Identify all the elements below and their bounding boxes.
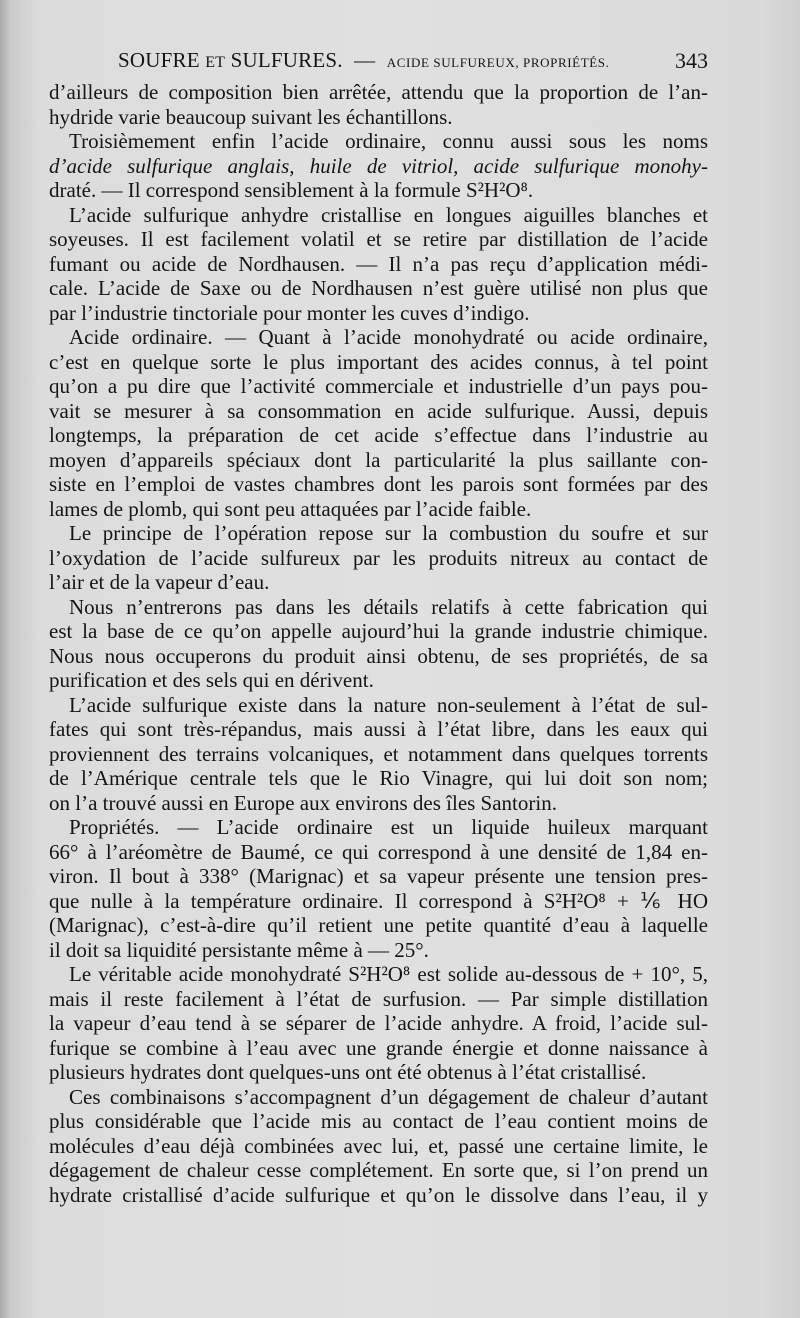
text-line: siste en l’emploi de vastes chambres dont les parois sont formées par des <box>49 472 708 496</box>
text-line: moyen d’appareils spéciaux dont la particularité la plus saillante con- <box>49 447 708 472</box>
paragraph <box>49 521 708 595</box>
text-line: la vapeur d’eau tend à se séparer de l’acide anhydre. A froid, l’acide sul- <box>49 1011 708 1035</box>
text-line: Propriétés. — L’acide ordinaire est un liquide huileux marquant <box>69 815 708 839</box>
text-line: fates qui sont très-répandus, mais aussi à l’état libre, dans les eaux qui <box>49 717 708 741</box>
text-line: il doit sa liquidité persistante même à — 25°. <box>49 937 429 962</box>
text-line: (Marignac), c’est-à-dire qu’il retient une petite quantité d’eau à laquelle <box>49 913 708 937</box>
text-line: lames de plomb, qui sont peu attaquées par l’acide faible. <box>49 496 532 521</box>
text-line: Ces combinaisons s’accompagnent d’un dégagement de chaleur d’autant <box>69 1084 708 1109</box>
header-dash: — <box>354 48 376 72</box>
text-line: hydrate cristallisé d’acide sulfurique et qu’on le dissolve dans l’eau, il y <box>49 1182 708 1207</box>
text-line: par l’industrie tinctoriale pour monter les cuves d’indigo. <box>49 300 530 325</box>
text-line: Nous n’entrerons pas dans les détails relatifs à cette fabrication qui <box>69 594 708 619</box>
text-line: purification et des sels qui en dérivent. <box>49 668 374 692</box>
body-text <box>49 80 708 1207</box>
header-subject: ACIDE SULFUREUX, PROPRIÉTÉS. <box>386 55 610 70</box>
paragraph <box>49 203 708 326</box>
text-line: soyeuses. Il est facilement volatil et se retire par distillation de l’acide <box>49 227 708 251</box>
text-line: mais il reste facilement à l’état de surfusion. — Par simple distillation <box>49 986 708 1011</box>
paragraph <box>49 1085 708 1208</box>
paragraph <box>49 325 708 521</box>
paragraph <box>49 815 708 962</box>
text-line: est la base de ce qu’on appelle aujourd’hui la grande industrie chimique. <box>49 619 708 643</box>
text-line: L’acide sulfurique existe dans la nature non-seulement à l’état de sul- <box>69 692 708 717</box>
paragraph <box>49 693 708 816</box>
text-line: plus considérable que l’acide mis au contact de l’eau contient moins de <box>49 1109 708 1133</box>
text-line: cale. L’acide de Saxe ou de Nordhausen n’est guère utilisé non plus que <box>49 276 708 300</box>
text-line: Troisièmement enfin l’acide ordinaire, connu aussi sous les noms <box>69 129 708 153</box>
text-line: L’acide sulfurique anhydre cristallise en longues aiguilles blanches et <box>69 202 708 227</box>
text-line: plusieurs hydrates dont quelques-uns ont été obtenus à l’état cristallisé. <box>49 1060 647 1084</box>
text-line: qu’on a pu dire que l’activité commerciale et industrielle d’un pays pou- <box>49 374 708 398</box>
text-line: Le véritable acide monohydraté S²H²O⁸ est solide au-dessous de + 10°, 5, <box>69 962 708 986</box>
text-line: 66° à l’aréomètre de Baumé, ce qui correspond à une densité de 1,84 en- <box>49 839 708 864</box>
text-line: que nulle à la température ordinaire. Il correspond à S²H²O⁸ + ⅙ HO <box>49 888 708 913</box>
text-line: vait se mesurer à sa consommation en acide sulfurique. Aussi, depuis <box>49 398 708 423</box>
header-sulfures: SULFURES. <box>230 48 343 72</box>
text-line: de l’Amérique centrale tels que le Rio Vinagre, qui lui doit son nom; <box>49 766 708 790</box>
page-number: 343 <box>675 48 708 73</box>
text-line: viron. Il bout à 338° (Marignac) et sa vapeur présente une tension pres- <box>49 864 708 888</box>
running-header <box>48 48 708 76</box>
paragraph <box>49 129 708 203</box>
text-line: proviennent des terrains volcaniques, et notamment dans quelques torrents <box>49 741 708 766</box>
text-line: draté. — Il correspond sensiblement à la formule S²H²O⁸. <box>49 178 534 202</box>
text-line: on l’a trouvé aussi en Europe aux environs des îles Santorin. <box>49 790 557 815</box>
text-line: dégagement de chaleur cesse complétement. En sorte que, si l’on prend un <box>49 1158 708 1182</box>
paragraph <box>49 962 708 1085</box>
paragraph <box>49 80 708 129</box>
text-line: l’air et de la vapeur d’eau. <box>49 570 270 594</box>
text-line: Le principe de l’opération repose sur la combustion du soufre et sur <box>69 521 708 545</box>
text-line: molécules d’eau déjà combinées avec lui, et, passé une certaine limite, le <box>49 1133 708 1158</box>
text-line: l’oxydation de l’acide sulfureux par les produits nitreux au contact de <box>49 545 708 570</box>
running-title <box>118 48 609 73</box>
paragraph <box>49 595 708 693</box>
text-line: longtemps, la préparation de cet acide s’effectue dans l’industrie au <box>49 423 708 447</box>
text-line: Acide ordinaire. — Quant à l’acide monohydraté ou acide ordinaire, <box>69 325 708 349</box>
text-line: d’acide sulfurique anglais, huile de vitriol, acide sulfurique monohy- <box>49 153 708 178</box>
text-line: fumant ou acide de Nordhausen. — Il n’a pas reçu d’application médi- <box>49 251 708 276</box>
header-et: ET <box>205 54 226 71</box>
text-line: furique se combine à l’eau avec une grande énergie et donne naissance à <box>49 1035 708 1060</box>
text-line: c’est en quelque sorte le plus important des acides connus, à tel point <box>49 349 708 374</box>
text-line: hydride varie beaucoup suivant les échantillons. <box>49 104 453 129</box>
header-soufre: SOUFRE <box>118 48 200 72</box>
text-line: d’ailleurs de composition bien arrêtée, attendu que la proportion de l’an- <box>49 80 708 104</box>
text-line: Nous nous occuperons du produit ainsi obtenu, de ses propriétés, de sa <box>49 643 708 668</box>
